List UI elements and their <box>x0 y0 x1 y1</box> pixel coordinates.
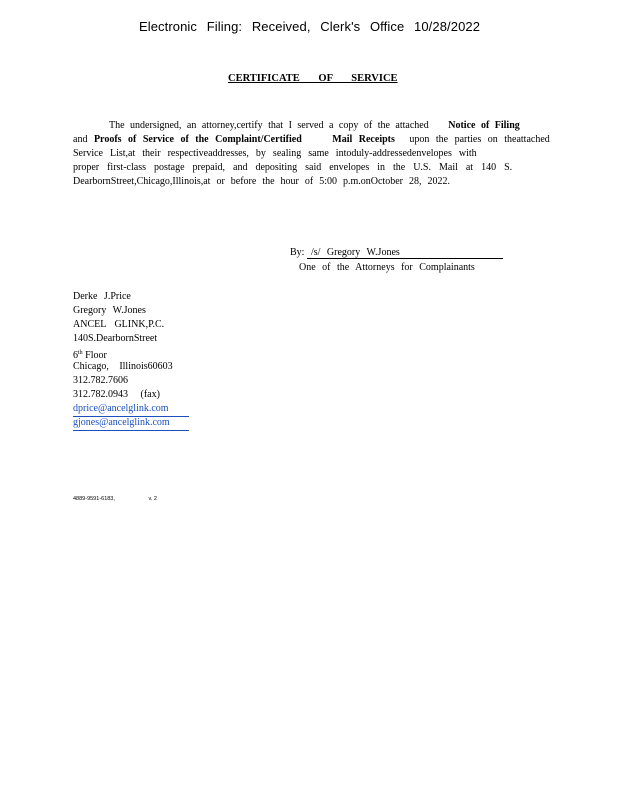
attorney-name-1: Derke J.Price <box>73 291 131 302</box>
document-title: CERTIFICATE OF SERVICE <box>228 73 398 84</box>
email-line-2 <box>73 416 189 430</box>
body-line-4: proper first-class postage prepaid, and depositing said envelopes in the U.S. Mail at 140 S. <box>73 162 513 173</box>
body-line-2-and: and <box>73 134 88 145</box>
attorney-name-2: Gregory W.Jones <box>73 305 146 316</box>
signature-line: /s/ Gregory W.Jones <box>307 247 503 259</box>
document-id: 4889-9591-6183, <box>73 496 115 502</box>
floor-suffix: th <box>78 350 83 356</box>
law-firm-name: ANCEL GLINK,P.C. <box>73 319 165 330</box>
proofs-of-service-bold: Proofs of Service of the Complaint/Certified <box>93 134 302 145</box>
body-line-3: Service List,at their respectiveaddresses, by sealing same intoduly-addressedenvelopes with <box>73 148 477 159</box>
body-line-1 <box>109 119 520 133</box>
body-line-2-end: upon the parties on theattached <box>409 134 550 145</box>
email-link-gjones[interactable]: gjones@ancelglink.com <box>73 417 170 428</box>
fax-number: 312.782.0943 (fax) <box>73 389 160 400</box>
signature-block <box>290 247 503 259</box>
body-line-2 <box>73 133 550 147</box>
street-address: 140S.DearbornStreet <box>73 333 158 344</box>
notice-of-filing-bold: Notice of Filing <box>448 120 520 131</box>
email-link-2-wrap <box>73 416 189 431</box>
by-label: By: <box>290 247 305 258</box>
document-footer <box>73 496 157 502</box>
mail-receipts-bold: Mail Receipts <box>332 134 395 145</box>
body-line-1-text: The undersigned, an attorney,certify that I served a copy of the attached <box>109 120 429 131</box>
attorney-address-block <box>73 290 189 430</box>
document-version: v. 2 <box>148 496 157 502</box>
body-line-5: DearbornStreet,Chicago,Illinois,at or before the hour of 5:00 p.m.onOctober 28, 2022. <box>73 176 450 187</box>
floor-number: 6 <box>73 350 78 361</box>
phone-number: 312.782.7606 <box>73 375 128 386</box>
email-link-dprice[interactable]: dprice@ancelglink.com <box>73 403 169 414</box>
electronic-filing-header: Electronic Filing: Received, Clerk's Office 10/28/2022 <box>138 19 481 34</box>
floor-line <box>73 346 189 360</box>
email-link-1-wrap <box>73 402 189 417</box>
email-line-1 <box>73 402 189 416</box>
floor-word: Floor <box>85 350 107 361</box>
city-state-zip: Chicago, Illinois60603 <box>73 361 173 372</box>
signature-role: One of the Attorneys for Complainants <box>299 262 475 273</box>
